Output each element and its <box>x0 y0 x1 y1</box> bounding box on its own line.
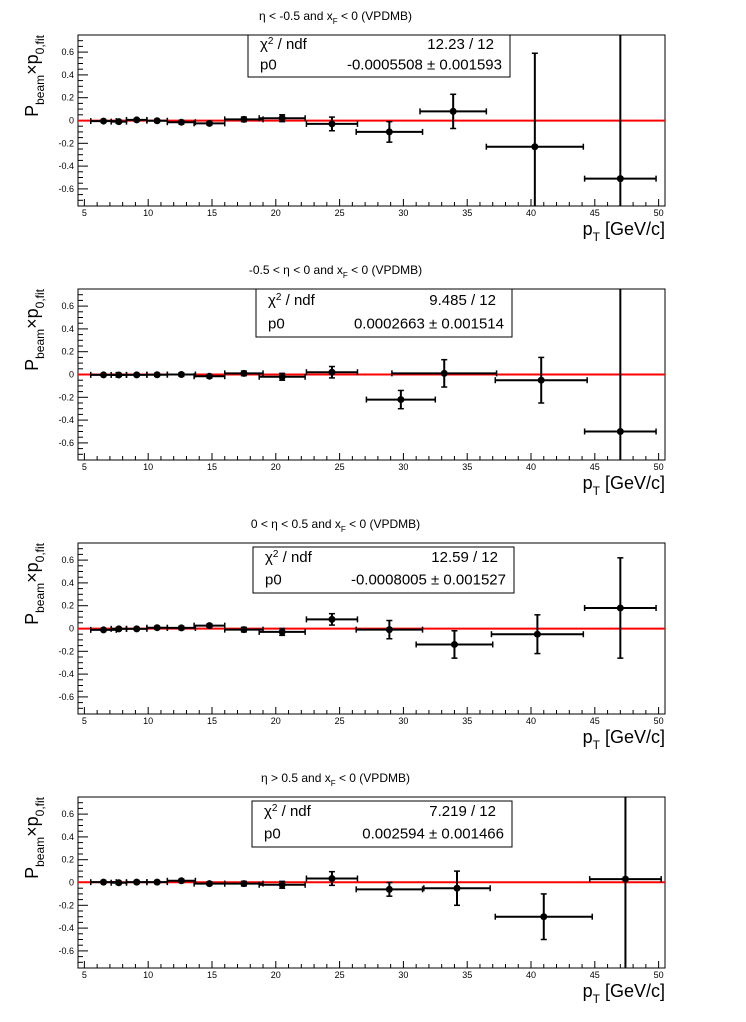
y-tick-label: 0 <box>68 877 74 888</box>
x-tick-label: 35 <box>462 208 473 218</box>
marker <box>100 371 107 378</box>
y-tick-label: 0.2 <box>61 346 74 357</box>
x-tick-label: 5 <box>81 970 87 980</box>
x-tick-label: 30 <box>398 716 409 726</box>
y-tick-label: -0.6 <box>58 691 74 702</box>
marker <box>441 370 448 377</box>
marker <box>279 115 286 122</box>
x-tick-label: 30 <box>398 208 409 218</box>
y-tick-label: 0.4 <box>61 577 74 588</box>
marker <box>453 885 460 892</box>
y-tick-label: 0.2 <box>61 854 74 865</box>
marker <box>133 116 140 123</box>
x-axis-label: $p_T$ [GeV/c] <box>582 981 665 1006</box>
stats-p0-label: p0 <box>260 56 277 74</box>
data-point <box>356 883 422 897</box>
marker <box>240 880 247 887</box>
x-tick-label: 5 <box>81 716 87 726</box>
stats-p0-value: -0.0005508 ± 0.001593 <box>346 56 502 74</box>
stats-box <box>248 35 510 77</box>
y-tick-label: 0.4 <box>61 323 74 334</box>
data-point <box>225 880 263 887</box>
data-point <box>126 116 146 123</box>
y-axis-label: $P_{beam}\times p_{0,fit}$ <box>22 543 47 625</box>
y-tick-label: -0.6 <box>58 183 74 194</box>
x-tick-label: 50 <box>653 970 664 980</box>
y-tick-label: -0.6 <box>58 945 74 956</box>
marker <box>178 877 185 884</box>
y-tick-label: 0 <box>68 623 74 634</box>
data-point <box>366 390 435 408</box>
marker <box>622 876 629 883</box>
stats-p0-value: 0.0002663 ± 0.001514 <box>353 315 504 333</box>
data-point <box>167 877 195 884</box>
marker <box>154 624 161 631</box>
stats-p0-value: 0.002594 ± 0.001466 <box>362 825 504 843</box>
marker <box>133 625 140 632</box>
stats-box <box>256 289 512 337</box>
stats-chi2-value: 12.59 / 12 <box>431 549 498 567</box>
x-tick-label: 45 <box>589 716 600 726</box>
data-point <box>167 624 195 631</box>
y-tick-label: 0.6 <box>61 301 74 312</box>
data-point <box>416 631 493 658</box>
data-point <box>111 879 126 886</box>
data-point <box>495 357 587 403</box>
x-tick-label: 45 <box>589 462 600 472</box>
y-tick-label: -0.2 <box>58 646 74 657</box>
marker <box>115 371 122 378</box>
y-tick-label: 0 <box>68 369 74 380</box>
marker <box>206 880 213 887</box>
data-point <box>306 614 357 625</box>
data-point <box>167 371 195 378</box>
data-point <box>147 879 167 886</box>
data-point <box>495 894 592 940</box>
data-point <box>194 880 225 887</box>
y-tick-label: 0.6 <box>61 555 74 566</box>
chart-title: η < -0.5 and $x_F < 0$ (VPDMB) <box>259 9 412 26</box>
marker <box>617 428 624 435</box>
y-tick-label: -0.4 <box>58 161 74 172</box>
y-tick-label: 0.4 <box>61 831 74 842</box>
y-tick-label: 0.6 <box>61 809 74 820</box>
data-point <box>225 626 263 633</box>
marker <box>240 626 247 633</box>
stats-p0-label: p0 <box>268 315 285 333</box>
data-point <box>111 625 126 632</box>
stats-chi2-label: $\chi^2$ / ndf <box>265 549 312 567</box>
data-point <box>225 116 263 123</box>
stats-chi2-label: $\chi^2$ / ndf <box>268 291 315 309</box>
x-tick-label: 50 <box>653 208 664 218</box>
y-tick-label: -0.2 <box>58 900 74 911</box>
x-tick-label: 10 <box>143 970 154 980</box>
data-point <box>111 371 126 378</box>
stats-box <box>253 547 514 593</box>
marker <box>540 913 547 920</box>
x-tick-label: 50 <box>653 716 664 726</box>
data-point <box>420 94 486 128</box>
data-point <box>126 371 146 378</box>
marker <box>100 626 107 633</box>
marker <box>178 624 185 631</box>
marker <box>617 604 624 611</box>
marker <box>240 370 247 377</box>
marker <box>279 881 286 888</box>
x-tick-label: 30 <box>398 462 409 472</box>
marker <box>538 377 545 384</box>
marker <box>154 371 161 378</box>
y-tick-label: 0.2 <box>61 600 74 611</box>
y-tick-label: -0.2 <box>58 392 74 403</box>
data-point <box>147 117 167 124</box>
y-tick-label: -0.2 <box>58 138 74 149</box>
x-tick-label: 45 <box>589 208 600 218</box>
x-tick-label: 15 <box>206 716 217 726</box>
marker <box>386 128 393 135</box>
x-tick-label: 10 <box>143 716 154 726</box>
x-tick-label: 15 <box>206 462 217 472</box>
chart-title: -0.5 < η < 0 and $x_F < 0$ (VPDMB) <box>248 263 423 280</box>
x-tick-label: 45 <box>589 970 600 980</box>
marker <box>451 641 458 648</box>
marker <box>100 118 107 125</box>
x-tick-label: 40 <box>526 716 537 726</box>
y-tick-label: 0.4 <box>61 69 74 80</box>
marker <box>617 175 624 182</box>
marker <box>279 628 286 635</box>
x-tick-label: 25 <box>334 462 345 472</box>
x-tick-label: 10 <box>143 462 154 472</box>
marker <box>178 119 185 126</box>
y-axis-label: $P_{beam}\times p_{0,fit}$ <box>22 35 47 117</box>
x-tick-label: 15 <box>206 970 217 980</box>
y-tick-label: -0.4 <box>58 415 74 426</box>
data-point <box>424 871 490 905</box>
marker <box>206 622 213 629</box>
marker <box>534 631 541 638</box>
y-tick-label: -0.4 <box>58 669 74 680</box>
chart-panel-2 <box>22 263 665 498</box>
data-point <box>356 122 422 143</box>
stats-p0-value: -0.0008005 ± 0.001527 <box>350 571 506 589</box>
x-tick-label: 20 <box>270 970 281 980</box>
x-tick-label: 5 <box>81 462 87 472</box>
stats-p0-label: p0 <box>264 825 281 843</box>
marker <box>328 616 335 623</box>
x-tick-label: 20 <box>270 462 281 472</box>
data-point <box>147 624 167 631</box>
data-point <box>126 625 146 632</box>
x-tick-label: 35 <box>462 716 473 726</box>
x-tick-label: 25 <box>334 970 345 980</box>
y-axis-label: $P_{beam}\times p_{0,fit}$ <box>22 797 47 879</box>
marker <box>115 118 122 125</box>
x-tick-label: 10 <box>143 208 154 218</box>
marker <box>450 108 457 115</box>
marker <box>154 117 161 124</box>
marker <box>328 875 335 882</box>
x-tick-label: 35 <box>462 462 473 472</box>
x-tick-label: 15 <box>206 208 217 218</box>
y-tick-label: -0.6 <box>58 437 74 448</box>
stats-p0-label: p0 <box>265 571 282 589</box>
y-tick-label: -0.4 <box>58 923 74 934</box>
chart-title: η > 0.5 and $x_F < 0$ (VPDMB) <box>261 771 410 788</box>
x-tick-label: 50 <box>653 462 664 472</box>
chart-panel-4 <box>22 771 665 1006</box>
data-point <box>491 615 583 654</box>
data-point <box>147 371 167 378</box>
y-tick-label: 0.6 <box>61 47 74 58</box>
marker <box>328 369 335 376</box>
x-tick-label: 30 <box>398 970 409 980</box>
x-axis-label: $p_T$ [GeV/c] <box>582 473 665 498</box>
x-tick-label: 35 <box>462 970 473 980</box>
marker <box>386 626 393 633</box>
x-tick-label: 40 <box>526 208 537 218</box>
data-point <box>111 118 126 125</box>
x-tick-label: 25 <box>334 208 345 218</box>
data-point <box>306 872 357 886</box>
marker <box>115 879 122 886</box>
marker <box>133 371 140 378</box>
marker <box>328 120 335 127</box>
stats-chi2-label: $\chi^2$ / ndf <box>264 803 311 821</box>
x-tick-label: 25 <box>334 716 345 726</box>
marker <box>206 120 213 127</box>
data-point <box>126 879 146 886</box>
x-tick-label: 20 <box>270 716 281 726</box>
x-tick-label: 40 <box>526 462 537 472</box>
chart-panel-3 <box>22 517 665 752</box>
marker <box>178 371 185 378</box>
marker <box>154 879 161 886</box>
y-tick-label: 0.2 <box>61 92 74 103</box>
data-point <box>585 558 656 658</box>
y-tick-label: 0 <box>68 115 74 126</box>
chart-panel-1 <box>22 9 665 244</box>
chart-title: 0 < η < 0.5 and $x_F < 0$ (VPDMB) <box>250 517 421 534</box>
data-point <box>306 117 357 131</box>
marker <box>133 879 140 886</box>
marker <box>397 396 404 403</box>
data-point <box>306 367 357 378</box>
stats-chi2-label: $\chi^2$ / ndf <box>260 35 307 53</box>
x-axis-label: $p_T$ [GeV/c] <box>582 219 665 244</box>
marker <box>115 625 122 632</box>
stats-chi2-value: 9.485 / 12 <box>429 291 496 309</box>
data-point <box>356 621 422 639</box>
stats-box <box>252 801 512 847</box>
data-point <box>91 626 117 633</box>
marker <box>531 143 538 150</box>
data-point <box>392 360 497 387</box>
stats-chi2-value: 12.23 / 12 <box>427 35 494 53</box>
x-tick-label: 20 <box>270 208 281 218</box>
marker <box>100 879 107 886</box>
x-axis-label: $p_T$ [GeV/c] <box>582 727 665 752</box>
x-tick-label: 5 <box>81 208 87 218</box>
data-point <box>225 370 263 377</box>
marker <box>206 373 213 380</box>
marker <box>386 886 393 893</box>
stats-chi2-value: 7.219 / 12 <box>429 803 496 821</box>
marker <box>279 373 286 380</box>
y-axis-label: $P_{beam}\times p_{0,fit}$ <box>22 289 47 371</box>
marker <box>240 116 247 123</box>
x-tick-label: 40 <box>526 970 537 980</box>
